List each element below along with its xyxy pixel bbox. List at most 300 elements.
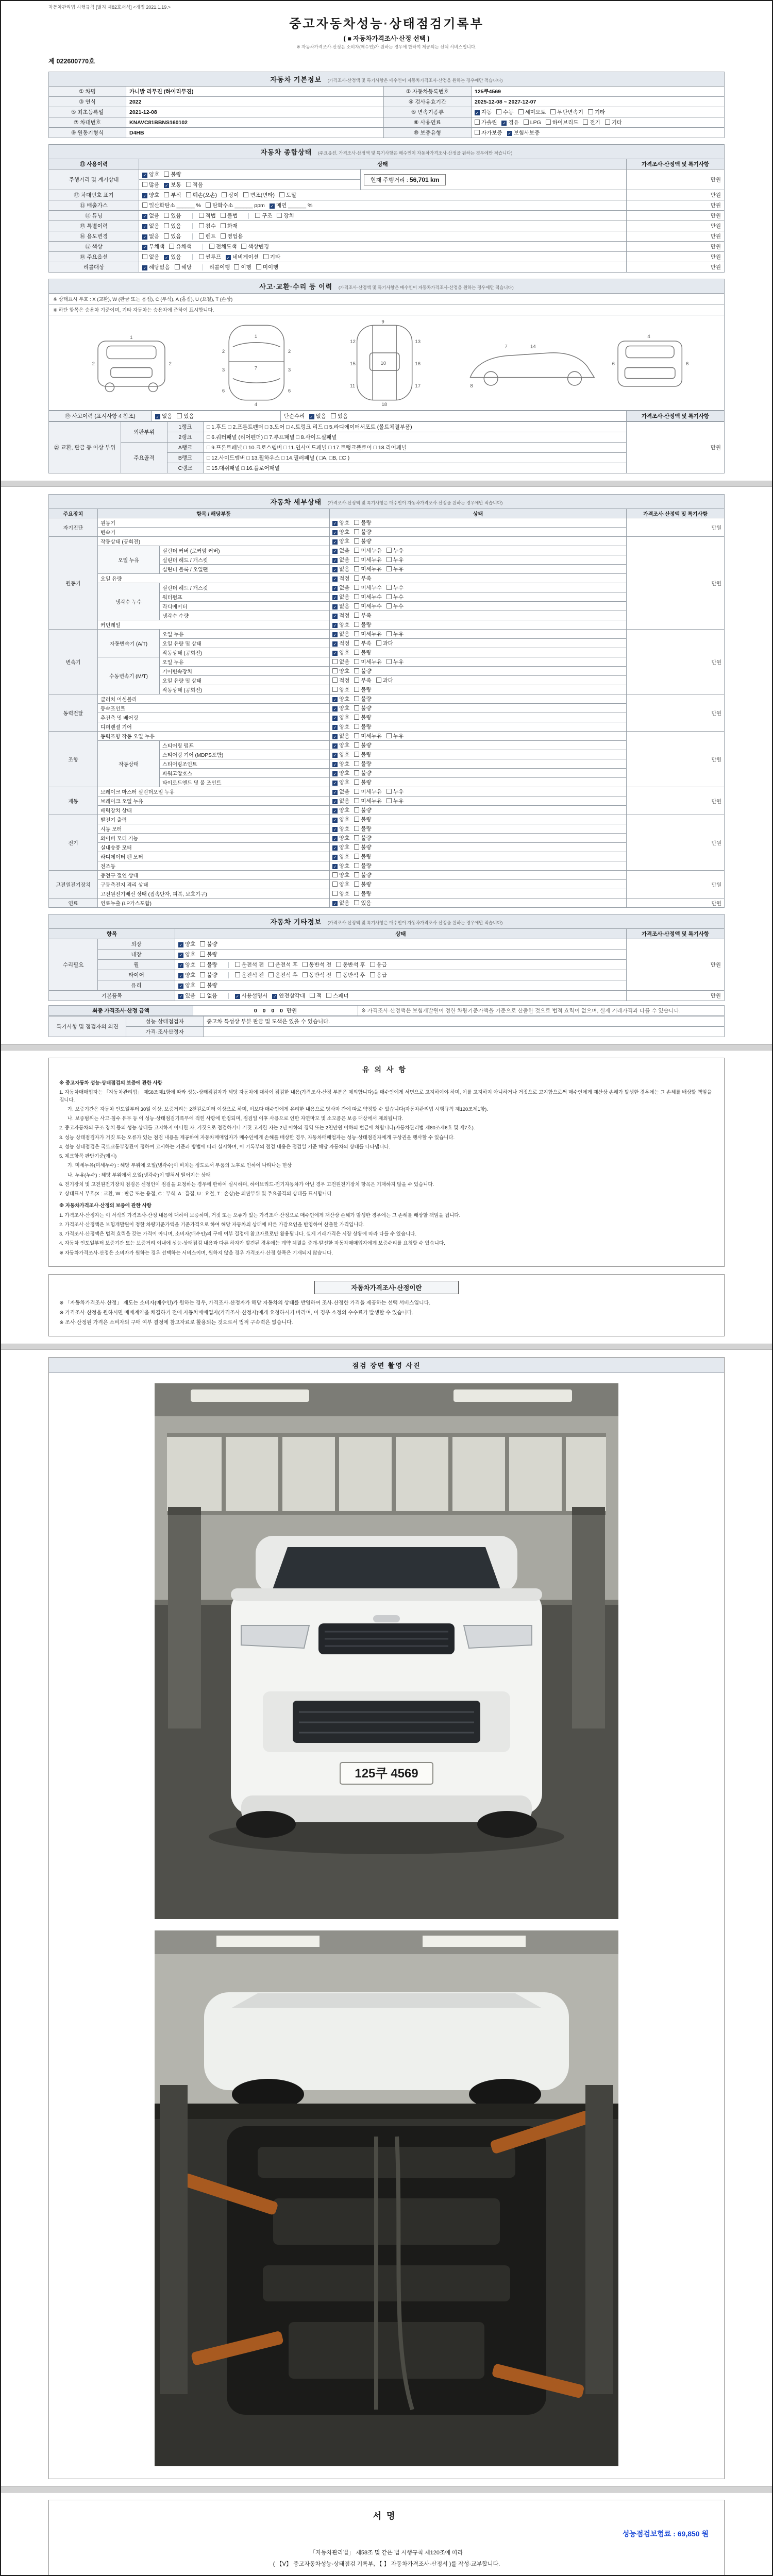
item-label: 스티어링 기어 (MDPS포함)	[160, 750, 330, 759]
checkbox-icon	[354, 724, 359, 729]
status-option[interactable]	[354, 584, 382, 591]
status-option[interactable]	[309, 412, 326, 420]
status-option[interactable]	[354, 686, 371, 693]
form-card-3	[48, 1058, 725, 1336]
status-option[interactable]	[546, 118, 579, 126]
status-option[interactable]	[142, 191, 159, 199]
overall-section-title: 자동차 종합상태	[260, 148, 312, 156]
status-option[interactable]	[186, 181, 203, 189]
status-option[interactable]	[332, 639, 349, 647]
item-label: 워터펌프	[160, 592, 330, 602]
status-option[interactable]	[235, 992, 268, 999]
status-option[interactable]	[332, 871, 349, 879]
status-option[interactable]	[386, 788, 404, 795]
status-option[interactable]	[332, 825, 349, 833]
item-status	[330, 741, 627, 750]
svg-text:2: 2	[92, 361, 95, 367]
item-label: 커먼레일	[98, 620, 330, 630]
status-option[interactable]	[332, 574, 349, 582]
status-option[interactable]	[332, 565, 349, 573]
status-option[interactable]	[277, 212, 294, 219]
status-option[interactable]	[178, 961, 195, 969]
status-option[interactable]	[332, 658, 349, 666]
status-option[interactable]	[496, 108, 513, 116]
check-group	[142, 222, 186, 230]
status-option[interactable]	[475, 108, 492, 116]
status-option[interactable]	[332, 556, 349, 564]
status-option[interactable]	[142, 181, 159, 189]
checkbox-icon	[336, 962, 341, 967]
status-option[interactable]	[354, 880, 371, 888]
status-option[interactable]	[354, 899, 371, 907]
status-option[interactable]	[507, 129, 540, 137]
price-cell: 만원	[627, 252, 725, 262]
text-line: 3. 가격조사·산정액은 법적 효력을 갖는 가격이 아니며, 소비자(매수인)의 구매 여부 결정에 참고자료로만 활용됩니다. 실제 거래가격은 시장 상황에 따라 다를 수 있습니다.	[59, 1231, 416, 1237]
status-option[interactable]	[200, 992, 217, 999]
status-option[interactable]	[332, 843, 349, 851]
status-option[interactable]	[332, 834, 349, 842]
status-option[interactable]	[354, 593, 382, 601]
appraiser-label: 가격·조사산정자	[126, 1027, 204, 1037]
item-label: 배력장치 상태	[98, 806, 330, 815]
col-item: 항목	[49, 929, 175, 939]
checkbox-icon	[142, 182, 147, 187]
option-label: 없음	[162, 413, 173, 419]
status-option[interactable]	[332, 751, 349, 758]
status-option[interactable]	[272, 992, 305, 999]
status-option[interactable]	[164, 253, 181, 261]
options-row	[49, 252, 725, 262]
status-option[interactable]	[332, 537, 349, 545]
repair-group-label: 수리필요	[49, 939, 98, 991]
status-option[interactable]	[263, 253, 280, 261]
status-option[interactable]	[332, 695, 349, 703]
status-option[interactable]	[234, 263, 251, 271]
status-option[interactable]	[235, 971, 264, 979]
status-option[interactable]	[142, 243, 164, 250]
checkbox-icon	[354, 548, 359, 553]
recall-state	[139, 262, 627, 273]
checked-checkbox-icon	[235, 994, 240, 999]
option-label: 불량	[361, 520, 372, 526]
status-option[interactable]	[164, 232, 181, 240]
option-label: 해당없음	[149, 264, 170, 270]
status-option[interactable]	[354, 695, 371, 703]
checked-checkbox-icon	[507, 131, 512, 136]
checkbox-icon	[354, 529, 359, 534]
status-option[interactable]	[200, 940, 217, 948]
status-option[interactable]	[199, 222, 216, 230]
item-label: 등속조인트	[98, 704, 330, 713]
checkbox-icon	[354, 696, 359, 701]
status-option[interactable]	[332, 584, 349, 591]
status-option[interactable]	[332, 760, 349, 768]
status-option[interactable]	[354, 565, 382, 573]
checkbox-icon	[200, 941, 205, 946]
status-option[interactable]	[221, 222, 238, 230]
table-row	[49, 87, 725, 97]
status-option[interactable]	[177, 412, 194, 420]
item-label: 동력조향 작동 오일 누유	[98, 732, 330, 741]
checkbox-icon	[354, 872, 359, 877]
option-label: 불량	[207, 982, 217, 989]
checked-checkbox-icon	[178, 973, 183, 978]
status-option[interactable]	[268, 961, 298, 969]
status-option[interactable]	[332, 778, 349, 786]
row-label: ⑫ 차대번호 표기	[49, 190, 139, 200]
status-option[interactable]	[501, 118, 518, 126]
status-option[interactable]	[142, 222, 159, 230]
status-option[interactable]	[142, 232, 159, 240]
check-group	[235, 961, 392, 969]
page-gap	[1, 2486, 772, 2493]
status-option[interactable]	[386, 602, 404, 610]
status-option[interactable]	[336, 961, 365, 969]
status-option[interactable]	[199, 232, 216, 240]
option-label: 미세누유	[361, 733, 382, 739]
checked-checkbox-icon	[178, 953, 183, 958]
status-option[interactable]	[206, 201, 265, 209]
status-option[interactable]	[164, 191, 181, 199]
status-option[interactable]	[332, 630, 349, 638]
status-option[interactable]	[354, 704, 371, 712]
status-option[interactable]	[268, 971, 298, 979]
status-option[interactable]	[354, 602, 382, 610]
status-option[interactable]	[186, 191, 217, 199]
status-option[interactable]	[332, 714, 349, 721]
option-label: 부족	[361, 575, 372, 582]
status-option[interactable]	[332, 667, 349, 675]
status-option[interactable]	[326, 992, 348, 999]
checked-checkbox-icon	[501, 121, 507, 126]
status-option[interactable]	[332, 732, 349, 740]
checkbox-icon	[332, 882, 338, 887]
remarks-table	[48, 1016, 725, 1037]
inspector-remark: 중고차 특성상 부분 판금 및 도색은 있을 수 있습니다.	[204, 1016, 725, 1027]
interior-state	[175, 950, 627, 960]
svg-text:16: 16	[415, 361, 421, 367]
status-option[interactable]	[332, 769, 349, 777]
status-option[interactable]	[386, 584, 404, 591]
item-status	[330, 704, 627, 713]
status-option[interactable]	[370, 961, 387, 969]
status-option[interactable]	[475, 129, 502, 137]
status-option[interactable]	[386, 593, 404, 601]
status-option[interactable]	[199, 212, 216, 219]
status-option[interactable]	[354, 751, 371, 758]
status-option[interactable]	[142, 171, 159, 178]
first-reg-value: 2021-12-08	[126, 107, 384, 117]
checkbox-icon	[354, 650, 359, 655]
option-label: 불량	[361, 529, 372, 535]
checked-checkbox-icon	[332, 530, 338, 535]
status-option[interactable]	[332, 612, 349, 619]
appraiser-remark-row	[49, 1027, 725, 1037]
option-label: 잭	[316, 993, 322, 999]
option-label: 일산화탄소 ______ %	[149, 202, 201, 209]
status-option[interactable]	[222, 191, 239, 199]
detail-section-note: (가격조사·산정액 및 특기사항은 매수인이 자동차가격조사·산정을 원하는 경우에만 적습니다)	[327, 500, 503, 505]
status-option[interactable]	[178, 951, 195, 958]
status-option[interactable]	[178, 940, 195, 948]
tire-state	[175, 970, 627, 980]
option-label: 있음	[171, 254, 181, 260]
option-label: 양호	[339, 817, 350, 823]
status-option[interactable]	[178, 971, 195, 979]
status-option[interactable]	[524, 120, 541, 126]
status-option[interactable]	[164, 222, 181, 230]
status-option[interactable]	[354, 639, 371, 647]
vehicle-diagram	[54, 318, 719, 407]
field-label: ⑧ 사용연료	[384, 117, 472, 128]
status-option[interactable]	[354, 853, 371, 860]
status-option[interactable]	[331, 412, 348, 420]
status-option[interactable]	[332, 593, 349, 601]
checkbox-icon	[354, 854, 359, 859]
option-label: 불량	[361, 844, 372, 851]
checked-checkbox-icon	[332, 558, 338, 563]
checkbox-icon	[186, 182, 191, 187]
status-option[interactable]	[354, 769, 371, 777]
status-option[interactable]	[354, 621, 371, 629]
status-option[interactable]	[550, 108, 583, 116]
option-label: 누유	[393, 733, 404, 739]
status-option[interactable]	[354, 825, 371, 833]
status-option[interactable]	[354, 862, 371, 870]
status-option[interactable]	[209, 243, 237, 250]
status-option[interactable]	[332, 547, 349, 554]
status-option[interactable]	[142, 212, 159, 219]
etc-section-header	[48, 914, 725, 928]
checked-checkbox-icon	[155, 414, 160, 419]
status-option[interactable]	[332, 528, 349, 536]
status-option[interactable]	[354, 556, 382, 564]
status-option[interactable]	[270, 201, 313, 209]
checked-checkbox-icon	[142, 214, 147, 219]
status-option[interactable]	[588, 108, 605, 116]
checkbox-icon	[200, 993, 205, 998]
status-option[interactable]	[354, 723, 371, 731]
option-label: 없음	[339, 585, 350, 591]
option-label: 양호	[339, 650, 350, 656]
status-option[interactable]	[241, 243, 269, 250]
status-option[interactable]	[354, 806, 371, 814]
status-option[interactable]	[386, 658, 404, 666]
status-option[interactable]	[303, 971, 332, 979]
device-label: 조향	[49, 732, 98, 787]
status-option[interactable]	[354, 547, 382, 554]
status-option[interactable]	[332, 602, 349, 610]
status-option[interactable]	[354, 667, 371, 675]
status-option[interactable]	[332, 723, 349, 731]
status-option[interactable]	[332, 816, 349, 823]
status-option[interactable]	[354, 834, 371, 842]
status-option[interactable]	[303, 961, 332, 969]
status-option[interactable]	[354, 843, 371, 851]
status-option[interactable]	[354, 676, 371, 684]
sign-law-line: 「자동차관리법」 제58조 및 같은 법 시행규칙 제120조에 따라	[310, 2549, 463, 2556]
detail-row	[49, 546, 725, 555]
checkbox-icon	[370, 962, 375, 967]
status-option[interactable]	[332, 890, 349, 897]
detail-row	[49, 704, 725, 713]
status-option[interactable]	[175, 263, 192, 271]
status-option[interactable]	[200, 981, 217, 989]
status-option[interactable]	[332, 519, 349, 527]
price-cell: 만원	[627, 537, 725, 630]
checkbox-icon	[326, 993, 331, 998]
status-option[interactable]	[332, 899, 349, 907]
status-option[interactable]	[200, 961, 217, 969]
status-option[interactable]	[354, 778, 371, 786]
device-label: 전기	[49, 815, 98, 871]
status-option[interactable]	[354, 519, 371, 527]
status-option[interactable]	[199, 253, 221, 261]
status-option[interactable]	[200, 971, 217, 979]
status-option[interactable]	[178, 992, 195, 999]
status-option[interactable]	[235, 961, 264, 969]
option-label: 누수	[393, 594, 404, 600]
option-label: 양호	[339, 891, 350, 897]
recall-sub-label: 리콜이행	[209, 264, 230, 270]
status-option[interactable]	[475, 118, 497, 126]
status-option[interactable]	[386, 565, 404, 573]
status-option[interactable]	[332, 621, 349, 629]
checkbox-icon	[605, 120, 610, 125]
recall-row	[49, 262, 725, 273]
status-option[interactable]	[332, 704, 349, 712]
status-option[interactable]	[386, 630, 404, 638]
status-option[interactable]	[332, 853, 349, 860]
price-header: 가격조사·산정액 및 특기사항	[627, 411, 725, 421]
status-option[interactable]	[142, 201, 201, 209]
inspection-photo-underbody	[155, 1930, 618, 2466]
status-option[interactable]	[279, 191, 296, 199]
status-option[interactable]	[518, 108, 546, 116]
status-option[interactable]	[354, 574, 371, 582]
simple-repair-label: 단순수리	[284, 413, 305, 419]
status-option[interactable]	[354, 537, 371, 545]
option-label: 불량	[361, 854, 372, 860]
status-option[interactable]	[386, 547, 404, 554]
item-status	[330, 871, 627, 880]
status-option[interactable]	[310, 992, 322, 999]
status-option[interactable]	[200, 951, 217, 958]
option-label: 부족	[361, 613, 372, 619]
checked-checkbox-icon	[332, 864, 338, 869]
item-status	[330, 592, 627, 602]
status-option[interactable]	[164, 212, 181, 219]
status-option[interactable]	[605, 118, 622, 126]
svg-text:3: 3	[288, 367, 291, 374]
status-option[interactable]	[336, 971, 365, 979]
status-option[interactable]	[354, 890, 371, 897]
option-label: 기타	[611, 120, 623, 126]
status-option[interactable]	[354, 760, 371, 768]
status-option[interactable]	[332, 676, 349, 684]
status-option[interactable]	[332, 741, 349, 749]
status-option[interactable]	[164, 171, 181, 178]
status-option[interactable]	[332, 649, 349, 656]
status-option[interactable]	[354, 871, 371, 879]
status-option[interactable]	[332, 797, 349, 805]
checkbox-icon	[354, 863, 359, 868]
status-option[interactable]	[583, 118, 600, 126]
status-option[interactable]	[376, 676, 393, 684]
status-option[interactable]	[386, 732, 404, 740]
status-option[interactable]	[226, 253, 259, 261]
row-label: ⑲ 사고이력 (표시사항 4 참조)	[49, 411, 152, 421]
status-option[interactable]	[221, 212, 238, 219]
status-option[interactable]	[354, 649, 371, 656]
device-label: 변속기	[49, 630, 98, 694]
status-option[interactable]	[332, 880, 349, 888]
rank-label: 2랭크	[167, 432, 204, 443]
status-option[interactable]	[221, 232, 243, 240]
status-option[interactable]	[169, 243, 191, 250]
option-label: 있음	[361, 900, 372, 906]
price-cell: 만원	[627, 787, 725, 815]
page-subtitle-note: ※ 자동차가격조사·산정은 소비자(매수인)가 원하는 경우에 한하여 제공되는 선택 서비스입니다.	[296, 44, 477, 49]
status-option[interactable]	[386, 556, 404, 564]
notices-section	[48, 1058, 725, 1267]
status-option[interactable]	[243, 191, 275, 199]
status-option[interactable]	[354, 788, 382, 795]
accident-history-table	[48, 411, 725, 421]
header-row	[49, 509, 725, 518]
status-option[interactable]	[354, 732, 382, 740]
status-option[interactable]	[255, 212, 272, 219]
reg-no-value: 125쿠4569	[472, 87, 725, 97]
checked-checkbox-icon	[332, 641, 338, 647]
status-option[interactable]	[142, 253, 159, 261]
status-option[interactable]	[256, 263, 278, 271]
status-option[interactable]	[386, 797, 404, 805]
checked-checkbox-icon	[332, 716, 338, 721]
status-option[interactable]	[354, 612, 371, 619]
status-option[interactable]	[354, 741, 371, 749]
status-option[interactable]	[354, 630, 382, 638]
status-option[interactable]	[155, 412, 172, 420]
status-option[interactable]	[354, 797, 382, 805]
status-option[interactable]	[164, 181, 181, 189]
price-cell: 만원	[627, 815, 725, 871]
item-status	[330, 565, 627, 574]
basic-items-row	[49, 991, 725, 1001]
status-option[interactable]	[332, 862, 349, 870]
checkbox-icon	[177, 413, 182, 418]
status-option[interactable]	[332, 686, 349, 693]
status-option[interactable]	[354, 714, 371, 721]
status-option[interactable]	[370, 971, 387, 979]
status-option[interactable]	[142, 263, 170, 271]
outer-panel-label: 외판부위	[121, 422, 167, 443]
option-label: 적법	[205, 213, 216, 219]
insurance-fee-amount: 69,850 원	[677, 2529, 709, 2538]
status-option[interactable]	[354, 658, 382, 666]
status-option[interactable]	[354, 816, 371, 823]
device-label: 연료	[49, 899, 98, 908]
status-option[interactable]	[178, 981, 195, 989]
status-option[interactable]	[332, 788, 349, 795]
checkbox-icon	[235, 972, 240, 977]
status-option[interactable]	[332, 806, 349, 814]
option-label: 누유	[393, 789, 404, 795]
option-label: 양호	[185, 982, 196, 989]
status-option[interactable]	[376, 639, 393, 647]
status-option[interactable]	[354, 528, 371, 536]
overall-table	[48, 159, 725, 273]
